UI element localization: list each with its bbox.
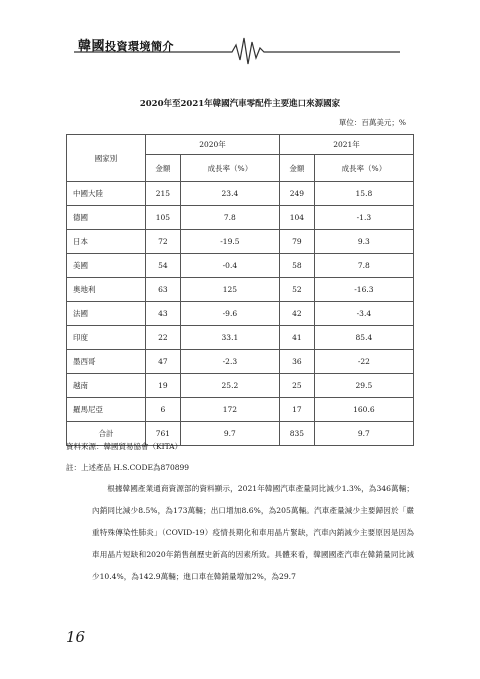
body-paragraph <box>92 478 414 588</box>
header-growth-2020: 成長率（%） <box>180 155 279 182</box>
header-line-waveform <box>0 30 480 70</box>
header-year-2020: 2020年 <box>146 135 280 155</box>
cell-growth-2021: 160.6 <box>314 398 413 422</box>
header-title <box>78 35 174 54</box>
import-sources-table <box>66 134 414 446</box>
table-row <box>67 350 414 374</box>
cell-growth-2020: -19.5 <box>180 230 279 254</box>
cell-amount-2020: 105 <box>146 206 181 230</box>
header-growth-2021: 成長率（%） <box>314 155 413 182</box>
header-title-sub: 投資環境簡介 <box>105 40 175 53</box>
cell-amount-2021: 58 <box>279 254 314 278</box>
table-row <box>67 374 414 398</box>
page-header <box>0 30 480 70</box>
page-number: 16 <box>66 628 86 646</box>
cell-growth-2020: 172 <box>180 398 279 422</box>
table-row <box>67 206 414 230</box>
cell-country: 越南 <box>67 374 146 398</box>
cell-total-amount-2021: 835 <box>279 422 314 446</box>
header-country: 國家別 <box>67 135 146 182</box>
table-row <box>67 398 414 422</box>
cell-amount-2021: 249 <box>279 182 314 206</box>
cell-total-growth-2020: 9.7 <box>180 422 279 446</box>
cell-country: 美國 <box>67 254 146 278</box>
table-row <box>67 326 414 350</box>
header-amount-2021: 金額 <box>279 155 314 182</box>
cell-growth-2020: 25.2 <box>180 374 279 398</box>
table-unit: 單位：百萬美元；% <box>338 118 406 127</box>
cell-country: 墨西哥 <box>67 350 146 374</box>
cell-amount-2020: 63 <box>146 278 181 302</box>
cell-growth-2020: 33.1 <box>180 326 279 350</box>
cell-growth-2021: 29.5 <box>314 374 413 398</box>
cell-country: 羅馬尼亞 <box>67 398 146 422</box>
table-title: 2020年至2021年韓國汽車零配件主要進口來源國家 <box>139 99 341 109</box>
cell-growth-2021: 7.8 <box>314 254 413 278</box>
cell-growth-2021: 15.8 <box>314 182 413 206</box>
cell-amount-2021: 42 <box>279 302 314 326</box>
table-row <box>67 302 414 326</box>
hs-code-note: 註：上述產品 H.S.CODE為870899 <box>66 463 190 472</box>
cell-growth-2020: -0.4 <box>180 254 279 278</box>
cell-amount-2020: 215 <box>146 182 181 206</box>
cell-growth-2020: 7.8 <box>180 206 279 230</box>
cell-growth-2020: 23.4 <box>180 182 279 206</box>
cell-amount-2020: 72 <box>146 230 181 254</box>
cell-growth-2021: -3.4 <box>314 302 413 326</box>
cell-amount-2021: 17 <box>279 398 314 422</box>
cell-growth-2021: -16.3 <box>314 278 413 302</box>
cell-amount-2020: 19 <box>146 374 181 398</box>
cell-growth-2021: 9.3 <box>314 230 413 254</box>
cell-country: 奧地利 <box>67 278 146 302</box>
table-row <box>67 278 414 302</box>
body-paragraph-text: 根據韓國產業通商資源部的資料顯示，2021年韓國汽車產量同比減少1.3%，為346萬輛；內銷同比減少8.5%，為173萬輛；出口增加8.6%，為205萬輛。汽車產量減少主要歸因於「嚴重特殊傳染性肺炎」（COVID-19）疫情長期化和車用晶片緊缺，汽車內銷減少主要原因是因為車用晶片短缺和2020年銷售創歷史新高的因素所致。具體來看，韓國國產汽車在韓銷量同比減少10.4%，為142.9萬輛；進口車在韓銷量增加2%，為29.7 <box>92 484 414 581</box>
cell-growth-2021: -22 <box>314 350 413 374</box>
cell-country: 法國 <box>67 302 146 326</box>
source-note: 資料來源：韓國貿易協會（KITA） <box>66 442 183 451</box>
cell-growth-2020: -2.3 <box>180 350 279 374</box>
cell-growth-2020: 125 <box>180 278 279 302</box>
cell-country: 印度 <box>67 326 146 350</box>
table-row <box>67 182 414 206</box>
header-title-main: 韓國 <box>78 39 106 54</box>
cell-total-growth-2021: 9.7 <box>314 422 413 446</box>
cell-growth-2021: -1.3 <box>314 206 413 230</box>
header-year-2021: 2021年 <box>279 135 413 155</box>
cell-amount-2020: 47 <box>146 350 181 374</box>
cell-total-label: 合計 <box>67 422 146 446</box>
cell-amount-2020: 22 <box>146 326 181 350</box>
cell-amount-2021: 104 <box>279 206 314 230</box>
cell-country: 日本 <box>67 230 146 254</box>
cell-amount-2020: 6 <box>146 398 181 422</box>
table-row <box>67 230 414 254</box>
cell-growth-2021: 85.4 <box>314 326 413 350</box>
cell-amount-2020: 43 <box>146 302 181 326</box>
cell-amount-2021: 79 <box>279 230 314 254</box>
cell-amount-2021: 25 <box>279 374 314 398</box>
cell-growth-2020: -9.6 <box>180 302 279 326</box>
header-amount-2020: 金額 <box>146 155 181 182</box>
cell-country: 德國 <box>67 206 146 230</box>
table-row <box>67 254 414 278</box>
cell-amount-2021: 52 <box>279 278 314 302</box>
cell-amount-2020: 54 <box>146 254 181 278</box>
cell-total-amount-2020: 761 <box>146 422 181 446</box>
cell-country: 中國大陸 <box>67 182 146 206</box>
cell-amount-2021: 36 <box>279 350 314 374</box>
cell-amount-2021: 41 <box>279 326 314 350</box>
